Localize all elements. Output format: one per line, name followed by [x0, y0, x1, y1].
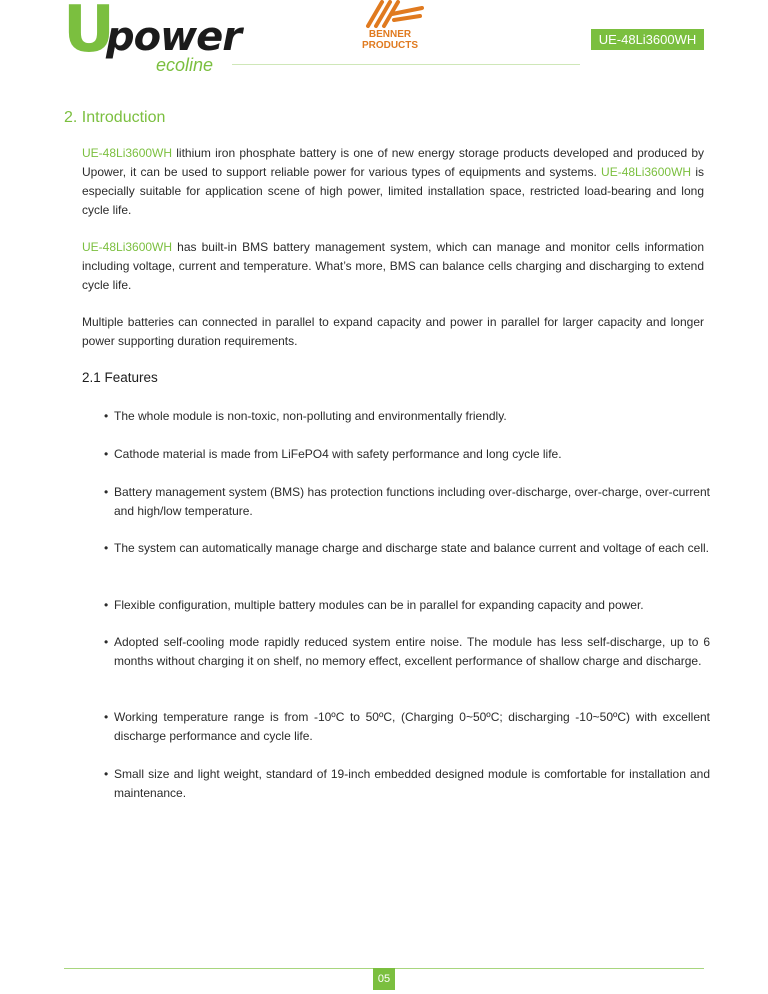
- paragraph-text: Multiple batteries can connected in parallel to expand capacity and power in parallel for larger capacity and longer power supporting duration requirements.: [82, 315, 704, 348]
- feature-text: The system can automatically manage charge and discharge state and balance current and voltage of each cell.: [114, 541, 710, 555]
- benner-line2: PRODUCTS: [361, 40, 419, 51]
- logo-ecoline-text: ecoline: [156, 55, 214, 75]
- bullet-icon: •: [104, 710, 109, 724]
- paragraph-text: is especially suitable for application scene of high power, limited installation space, restricted load-bearing and long cycle life.: [82, 165, 705, 217]
- bullet-icon: •: [104, 485, 109, 499]
- feature-item: [104, 445, 710, 464]
- bullet-icon: •: [104, 598, 109, 612]
- benner-line1: BENNER: [368, 29, 412, 40]
- features-subheading: 2.1 Features: [82, 370, 158, 385]
- model-name: UE-48Li3600WH: [82, 146, 173, 160]
- bullet-icon: •: [104, 767, 109, 781]
- header-divider: [232, 64, 580, 65]
- feature-item: [104, 483, 710, 521]
- paragraph-text: lithium iron phosphate battery is one of new energy storage products developed and produced by Upower, it can be used to support reliable power for various types of equipments and systems.: [82, 146, 704, 179]
- feature-text: Battery management system (BMS) has protection functions including over-discharge, over-charge, over-current and high/low temperature.: [114, 485, 710, 518]
- model-name: UE-48Li3600WH: [82, 240, 173, 254]
- intro-paragraph-1: [82, 144, 704, 220]
- feature-text: Flexible configuration, multiple battery modules can be in parallel for expanding capacity and power.: [114, 598, 644, 612]
- page-number: 05: [373, 968, 395, 990]
- bullet-icon: •: [104, 541, 109, 555]
- bullet-icon: •: [104, 409, 109, 423]
- logo-u-letter: U: [63, 0, 115, 67]
- feature-text: Cathode material is made from LiFePO4 with safety performance and long cycle life.: [114, 447, 562, 461]
- bullet-icon: •: [104, 447, 109, 461]
- feature-item: [104, 765, 710, 803]
- intro-paragraph-3: [82, 313, 704, 351]
- feature-item: [104, 407, 710, 426]
- logo-power-text: power: [106, 14, 241, 60]
- model-badge: UE-48Li3600WH: [591, 29, 704, 50]
- feature-item: [104, 596, 710, 615]
- benner-products-logo-icon: [360, 0, 424, 30]
- intro-paragraph-2: [82, 238, 704, 295]
- section-title: 2. Introduction: [64, 109, 166, 126]
- feature-text: Working temperature range is from -10ºC to 50ºC, (Charging 0~50ºC; discharging -10~50ºC) with excellent discharge performance and cycle life.: [114, 710, 710, 743]
- feature-text: Adopted self-cooling mode rapidly reduced system entire noise. The module has less self-discharge, up to 6 months without charging it on shelf, no memory effect, excellent performance of shallow charge and discharge.: [114, 635, 710, 668]
- feature-item: [104, 633, 710, 671]
- feature-text: Small size and light weight, standard of 19-inch embedded designed module is comfortable for installation and maintenance.: [114, 767, 710, 800]
- feature-item: [104, 708, 710, 746]
- bullet-icon: •: [104, 635, 109, 649]
- benner-products-wordmark: [358, 29, 422, 51]
- model-name: UE-48Li3600WH: [601, 165, 692, 179]
- paragraph-text: has built-in BMS battery management system, which can manage and monitor cells information including voltage, current and temperature. What’s more, BMS can balance cells charging and discharging to extend cycle life.: [82, 240, 704, 292]
- feature-text: The whole module is non-toxic, non-polluting and environmentally friendly.: [114, 409, 507, 423]
- feature-item: [104, 539, 710, 558]
